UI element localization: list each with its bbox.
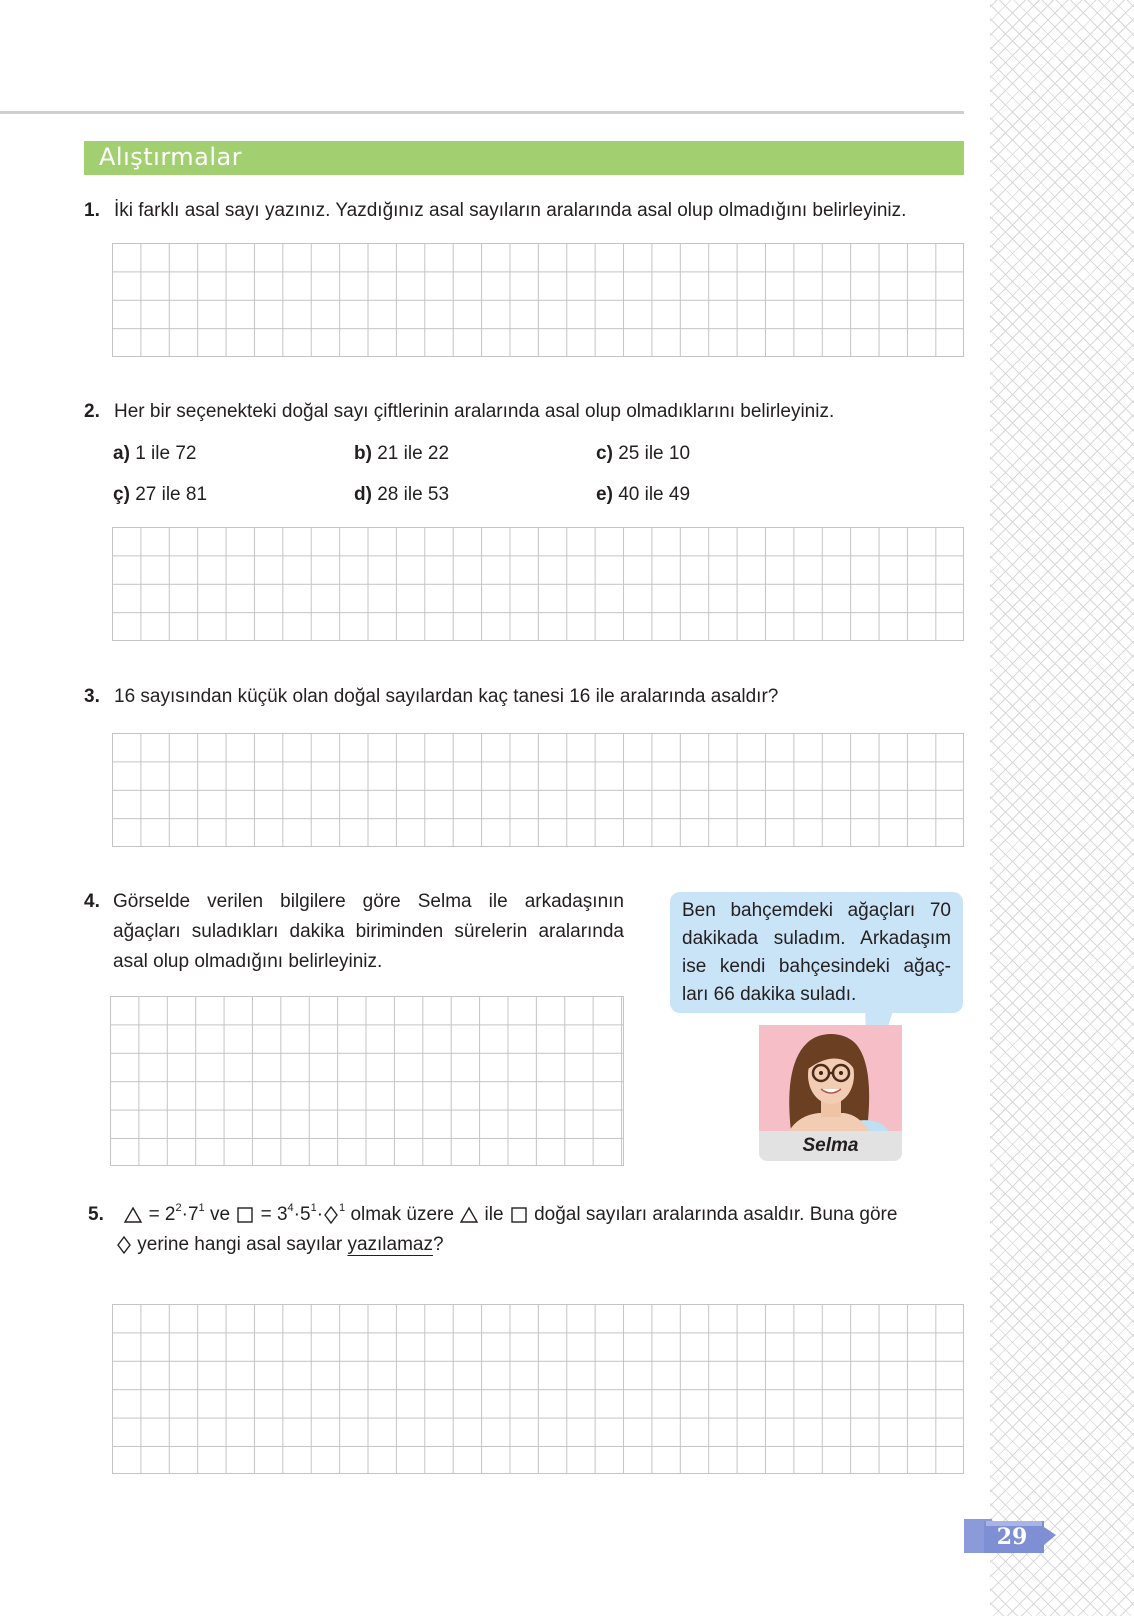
question-1 [84, 196, 906, 226]
option-c-cedilla: ç) 27 ile 81 [113, 484, 208, 505]
margin-pattern [990, 0, 1134, 1616]
question-text: İki farklı asal sayı yazınız. Yazdığınız asal sayıların aralarında asal olup olmadığını belirleyiniz. [114, 200, 907, 221]
question-number: 3. [84, 686, 100, 707]
question-number: 5. [88, 1204, 104, 1225]
question-2 [84, 397, 834, 427]
option-d: d) 28 ile 53 [354, 484, 450, 505]
selma-name-tag: Selma [759, 1131, 902, 1161]
answer-grid-4[interactable] [110, 996, 624, 1166]
square-icon [235, 1206, 255, 1224]
triangle-icon [459, 1206, 479, 1224]
triangle-icon [123, 1206, 143, 1224]
question-text: Her bir seçenekteki doğal sayı çiftlerinin aralarında asal olup olmadıklarını belirleyiniz. [114, 401, 835, 422]
option-e: e) 40 ile 49 [596, 484, 691, 505]
girl-portrait [759, 1025, 902, 1131]
question-4-number: 4. [84, 891, 100, 912]
answer-grid-5[interactable] [112, 1304, 964, 1474]
diamond-icon [323, 1205, 339, 1225]
option-a: a) 1 ile 72 [113, 443, 197, 464]
section-title: Alıştırmalar [99, 143, 243, 171]
selma-photo [759, 1025, 902, 1131]
answer-grid-3[interactable] [112, 733, 964, 847]
question-number: 1. [84, 200, 100, 221]
section-banner [84, 141, 964, 175]
option-b: b) 21 ile 22 [354, 443, 450, 464]
answer-grid-1[interactable] [112, 243, 964, 357]
question-text: 16 sayısından küçük olan doğal sayılardan kaç tanesi 16 ile aralarında asaldır? [114, 686, 779, 707]
question-3 [84, 682, 778, 712]
answer-grid-2[interactable] [112, 527, 964, 641]
question-4-text: Görselde verilen bilgilere göre Selma ile arkadaşının ağaçları suladıkları dakika biriminden sürelerin aralarında asal olup olmadığını belirleyiniz. [113, 891, 624, 972]
page-number: 29 [996, 1524, 1028, 1550]
option-c: c) 25 ile 10 [596, 443, 691, 464]
question-number: 2. [84, 401, 100, 422]
emphasis-word: yazılamaz [347, 1234, 433, 1255]
question-5: 5. = $2^2\cdot 7^1$ ve = $3^4\cdot 5^1\cdot ^1$ olmak üzere ile doğal sayıları aralarında asaldır. Buna göre yerine hangi asal sayılar yazılamaz? [88, 1202, 898, 1255]
speech-bubble: Ben bahçemdeki ağaçları 70 dakikada suladım. Arkadaşım ise kendi bahçesindeki ağaç- ları 66 dakika suladı. [670, 892, 963, 1013]
header-rule [0, 111, 964, 114]
diamond-icon [116, 1235, 132, 1255]
square-icon [509, 1206, 529, 1224]
